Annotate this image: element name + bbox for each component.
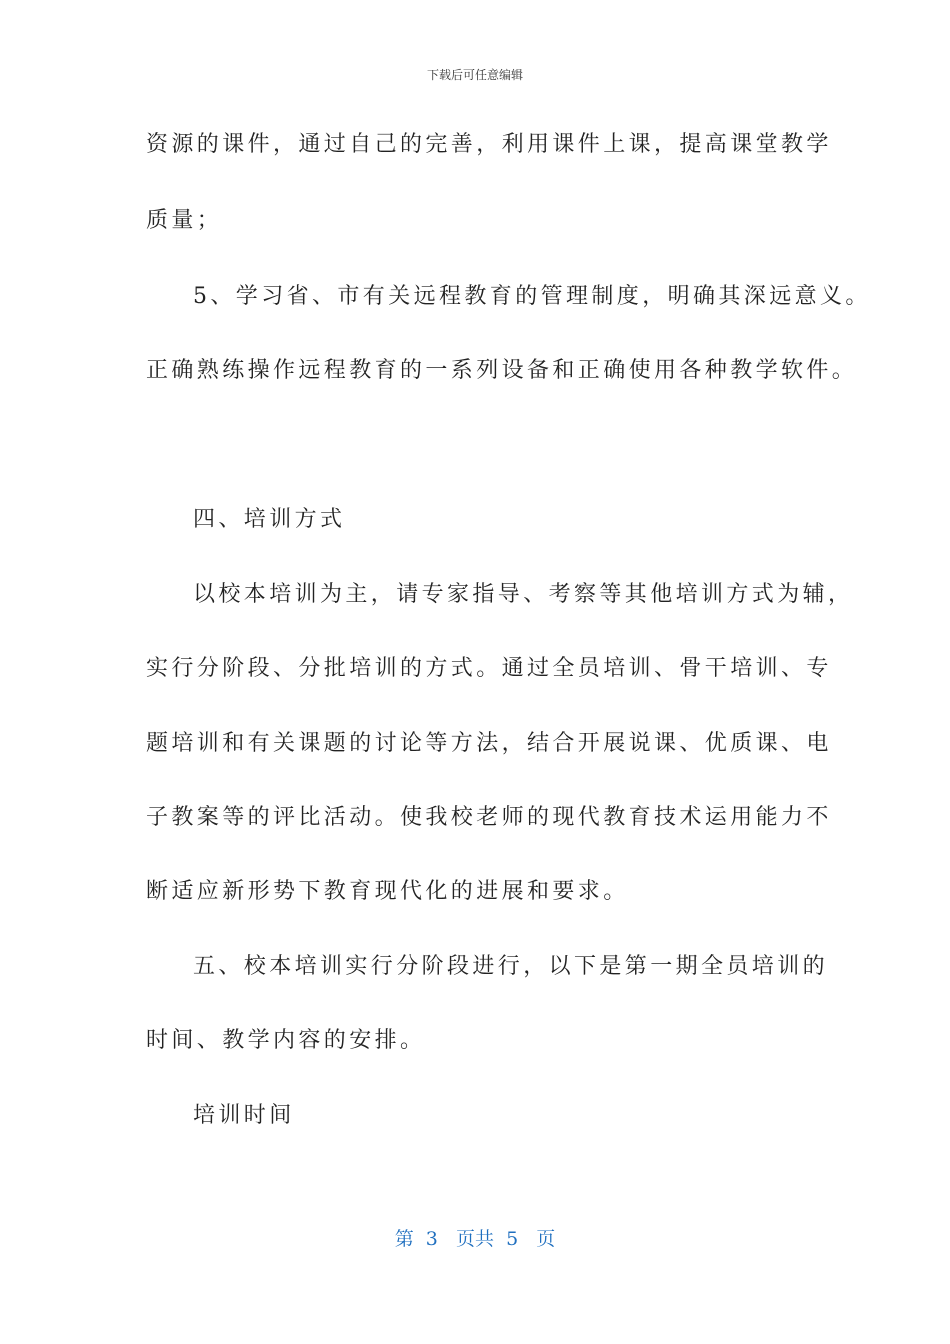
page-number-footer: 第 3 页共 5 页 (394, 1228, 556, 1250)
paragraph-line: 子教案等的评比活动。使我校老师的现代教育技术运用能力不 (146, 805, 832, 830)
paragraph-line: 5、学习省、市有关远程教育的管理制度，明确其深远意义。 (193, 284, 871, 309)
paragraph-line: 资源的课件，通过自己的完善，利用课件上课，提高课堂教学 (146, 132, 832, 157)
paragraph-line: 实行分阶段、分批培训的方式。通过全员培训、骨干培训、专 (146, 656, 832, 681)
paragraph-line: 以校本培训为主，请专家指导、考察等其他培训方式为辅， (193, 582, 854, 607)
paragraph-line: 质量； (146, 208, 223, 233)
paragraph-line: 培训时间 (193, 1103, 295, 1128)
paragraph-line: 五、校本培训实行分阶段进行，以下是第一期全员培训的 (193, 954, 829, 979)
section-heading: 四、培训方式 (193, 507, 346, 532)
paragraph-line: 正确熟练操作远程教育的一系列设备和正确使用各种教学软件。 (146, 358, 858, 383)
paragraph-line: 断适应新形势下教育现代化的进展和要求。 (146, 879, 629, 904)
paragraph-line: 时间、教学内容的安排。 (146, 1028, 426, 1053)
page-header: 下载后可任意编辑 (426, 68, 523, 82)
paragraph-line: 题培训和有关课题的讨论等方法，结合开展说课、优质课、电 (146, 731, 832, 756)
